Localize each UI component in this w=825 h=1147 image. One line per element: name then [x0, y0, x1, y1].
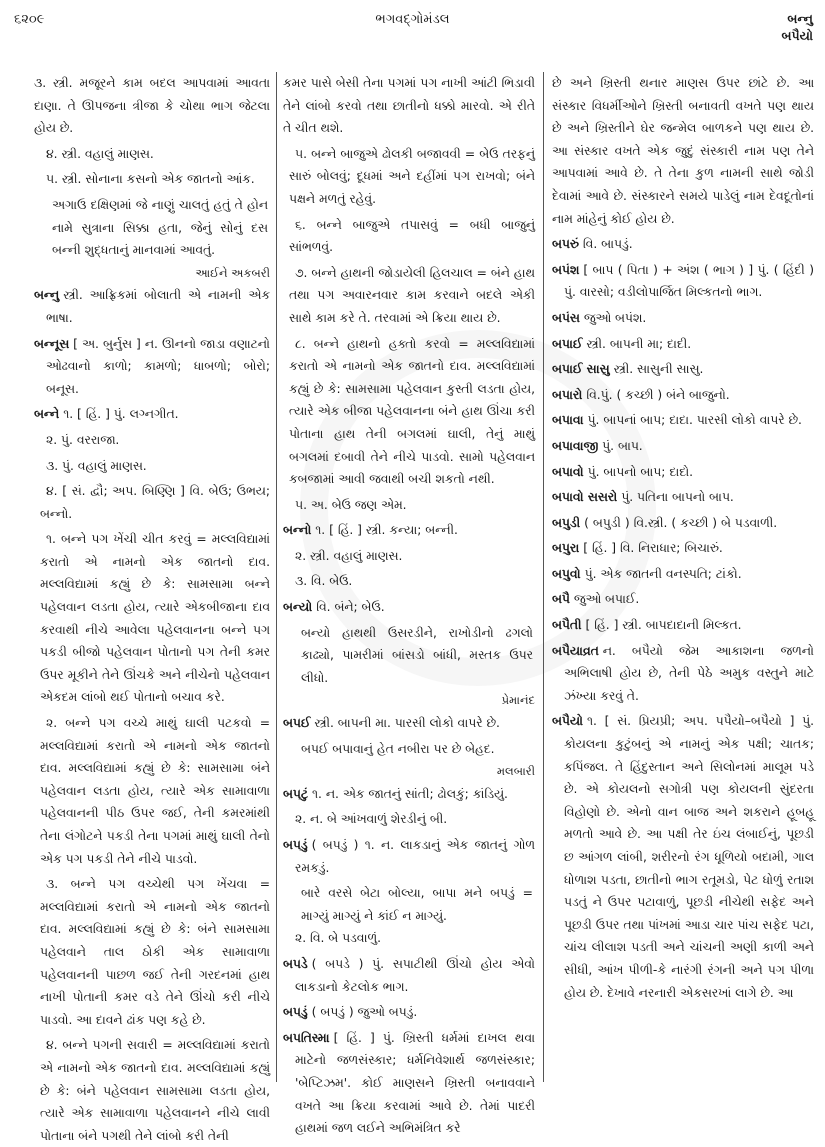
dictionary-entry [34, 284, 270, 329]
dictionary-entry [283, 712, 535, 735]
definition-text: ( બપડે ) પું. સપાટીથી ઊંચો હોય એવો લાકડાનો કેટલોક ભાગ. [295, 956, 535, 994]
headword: બપડું [283, 838, 308, 852]
definition-text: ૫. બન્ને બાજુએ ઢોલકી બજાવવી = બેઉ તરફનું સારું બોલવું; દૂધમાં અને દહીંમાં પગ રાખવો; બંને પક્ષને મળતું રહેવું. [289, 146, 535, 206]
definition-text: ૨. પું. વરરાજા. [46, 432, 120, 447]
dictionary-entry [283, 494, 535, 517]
headword: બપૈયો [552, 714, 584, 729]
definition-text: પું. પતિના બાપનો બાપ. [621, 490, 734, 505]
guide-words [781, 10, 813, 44]
guide-word-last: બપૈયો [781, 28, 813, 43]
headword: બન્ને [34, 407, 60, 422]
definition-text: [ બાપ ( પિતા ) + અંશ ( ભાગ ) ] પું. ( હિંદી ) પું. વારસો; વડીલોપાર્જિત મિલ્કતનો ભાગ. [564, 262, 814, 300]
quotation: બપઈ બપાવાનું હેત નબીરા પર છે બેહદ. [301, 741, 495, 756]
dictionary-entry [34, 455, 270, 478]
headword: બપાવાજી [552, 438, 599, 453]
quotation-source: પ્રેમાનંદ [501, 693, 535, 708]
quotation-source: આઈને અકબરી [195, 265, 270, 280]
dictionary-entry [34, 168, 270, 191]
quotation-source: મલબારી [496, 764, 535, 779]
definition-text: સ્ત્રી. આફ્રિકમાં બોલાતી એ નામની એક ભાષા. [46, 288, 270, 325]
column-1 [34, 72, 270, 1143]
dictionary-entry [283, 1001, 535, 1024]
definition-text: વિ.પું. ( કચ્છી ) બંને બાજુનો. [586, 387, 730, 402]
dictionary-entry [552, 358, 814, 381]
dictionary-entry [34, 528, 270, 709]
dictionary-entry [283, 783, 535, 806]
dictionary-entry [283, 519, 535, 542]
definition-text: ૩. સ્ત્રી. મજૂરને કામ બદલ આપવામાં આવતા દાણા. તે ઊપજના ત્રીજા કે ચોથા ભાગ જેટલા હોય છે. [34, 76, 270, 136]
headword: બપાઈ સાસુ [552, 362, 610, 377]
definition-text: ૨. બન્ને પગ વચ્ચે માથું ઘાલી પટકવો = મલ્લવિદ્યામાં કરાતો એ નામનો એક જાતનો દાવ. મલ્લવિદ્યામાં કહ્યું છે કે: સામસામા બંને પહેલવાન લડતા હોય, ત્યારે એક સામાવાળા પહેલવાનની પીઠ ઉપર જઈ, તેની કમરમાંથી તેના લંગોટને પકડી તેના પગમાં માથું ઘાલી તેનો એક પગ પકડી તેને નીચે પાડવો. [40, 716, 270, 866]
dictionary-entry [34, 333, 270, 401]
column-divider [543, 72, 544, 1082]
headword: બપરું [552, 237, 579, 252]
book-title: ભગવદ્ગોમંડલ [375, 12, 450, 27]
dictionary-entry [552, 384, 814, 407]
dictionary-entry [552, 435, 814, 458]
dictionary-entry [283, 1027, 535, 1140]
definition-text: ૧. [ સં. પ્રિયપ્રી; અપ. પપૈયો–બપૈયો ] પું. કોયલના કુટુંબનું એ નામનું એક પક્ષી; ચાતક; કપિંજલ. તે હિંદુસ્તાન અને સિલોનમાં માલૂમ પડે છે. એ કોયલનો સગોત્રી પણ કોયલની સુંદરતા વિહોણો છે. એનો વાન બાજ અને શકરાને હૂબહૂ મળતો આવે છે. આ પક્ષી તેર ઇંચ લંબાઈનું, પૂછડી છ આંગળ લાંબી, શરીરનો રંગ ધૂળિયો બદામી, ગાલ ધોળાશ પડતા, છાતીનો ભાગ રતૂમડો, પેટ ધોળું રતાશ પડતું ને ઉપર પટાવાળું, પૂછડી નીચેથી સફેદ અને પૂછડી ઉપર તથા પાંખમાં આડા ચાર પાંચ સફેદ પટા, ચાંચ લીલાશ પડતી અને ચાંચની અણી કાળી અને સીધી, આંખ પીળી-કે નારંગી રંગની અને પગ પીળા હોય છે. દેખાવે નરનારી એકસરખાં લાગે છે. આ [564, 714, 814, 1000]
column-2 [283, 72, 535, 1136]
column-3 [552, 72, 814, 1087]
definition-text: છે અને ખ્રિસ્તી થનાર માણસ ઉપર છાંટે છે. આ સંસ્કાર વિધર્મીઓને ખ્રિસ્તી બનાવતી વખતે પણ થાય છે અને ખ્રિસ્તીને ઘેર જન્મેલ બાળકને પણ થાય છે. આ સંસ્કાર વખતે એક જુદું સંસ્કારી નામ પણ તેને આપવામાં આવે છે. તે તેના કુળ નામની સાથે જોડી દેવામાં આવે છે. સંસ્કારને સમયે પાડેલું નામ દેવદૂતોનાં નામ માંહેનું કોઈ હોય છે. [552, 76, 814, 226]
headword: બપડું [283, 1005, 308, 1020]
definition-text: [ હિં. ] સ્ત્રી. બાપદાદાની મિલ્કત. [585, 618, 742, 633]
column-divider [276, 72, 277, 1082]
definition-text: ( બપડું ) ૧. ન. લાકડાનું એક જાતનું ગોળ રમકડું. [295, 838, 535, 875]
definition-text: ૩. પું. વહાલું માણસ. [46, 458, 147, 473]
dictionary-entry [283, 262, 535, 330]
headword: બન્નુ [34, 288, 60, 303]
dictionary-entry [283, 570, 535, 593]
dictionary-entry [552, 640, 814, 708]
definition-text: ૮. બન્ને હાથનો હક્તો કરવો = મલ્લવિદ્યામાં કરાતો એ નામનો એક જાતનો દાવ. મલ્લવિદ્યામાં કહ્યું છે કે: સામસામા પહેલવાન કુસ્તી લડતા હોય, ત્યારે એક બીજા પહેલવાનના બંને હાથ ઊંચા કરી પોતાના હાથ તેની બગલમાં ઘાલી, તેનું માથું બગલમાં દબાવી તેને નીચે પાડવો. સામો પહેલવાન કબજામાં આવી જવાથી બચી શકતો નથી. [289, 336, 535, 487]
definition-text: ૭. બન્ને હાથની જોડાયેલી હિલચાલ = બંને હાથ તથા પગ અવારનવાર કામ કરવાને બદલે એકી સાથે કામ કરે તે. તરવામાં એ ક્રિયા થાય છે. [289, 265, 535, 325]
dictionary-entry [552, 710, 814, 1004]
dictionary-entry [552, 614, 814, 637]
definition-text: સ્ત્રી. સાસુની સાસુ. [613, 362, 704, 377]
page-number: ૬૨૦૯ [14, 12, 45, 27]
headword: બપૈ [552, 592, 570, 607]
definition-text: ૩. વિ. બેઉ. [295, 574, 353, 589]
definition-text: ૧. [ હિં. ] સ્ત્રી. કન્યા; બન્ની. [315, 523, 458, 538]
dictionary-entry [552, 588, 814, 611]
dictionary-entry [552, 486, 814, 509]
definition-text: ૧. ન. એક જાતનું સાંતી; ઢોલકું; કાંડિયું. [312, 786, 508, 801]
definition-text: ૨. ન. બે આંખવાળું શેરડીનું બી. [295, 812, 448, 827]
headword: બપતિસ્મા [283, 1030, 330, 1045]
definition-text: ૫. અ. બેઉ જણ એમ. [295, 497, 407, 512]
dictionary-entry [34, 429, 270, 452]
definition-text: પું. એક જાતની વનસ્પતિ; ટાંકો. [584, 566, 742, 581]
dictionary-entry [34, 143, 270, 166]
definition-text: [ અ. બુર્નુસ ] ન. ઊનનો જાડા વણાટનો ઓઢવાનો કાળો; કામળો; ધાબળો; બોરો; બનૂસ. [46, 336, 270, 396]
dictionary-entry [552, 233, 814, 256]
definition-text: પું. બાપનો બાપ; દાદો. [587, 464, 694, 479]
headword: બપટું [283, 786, 309, 801]
headword: બપાવો સસરો [552, 490, 618, 505]
dictionary-entry [552, 409, 814, 432]
definition-text: સ્ત્રી. બાપની મા. પારસી લોકો વાપરે છે. [314, 716, 500, 731]
headword: બપાવો [552, 464, 584, 479]
dictionary-entry [34, 873, 270, 1031]
definition-text: ૩. બન્ને પગ વચ્ચેથી પગ ખેંચવા = મલ્લવિદ્યામાં કરાતો એ નામનો એક જાતનો દાવ. મલ્લવિદ્યામાં કહ્યું છે કે: બંને સામસામા પહેલવાને તાલ ઠોકી એક સામાવાળા પહેલવાનની પાછળ જઈ તેની ગરદનમાં હાથ નાખી પોતાની કમર વડે તેને ઊંચો કરી નીચે પાડવો. આ દાવને ઢાંક પણ કહે છે. [40, 877, 270, 1027]
definition-text: પું. બાપનાં બાપ; દાદા. પારસી લોકો વાપરે છે. [587, 413, 802, 428]
dictionary-entry [283, 333, 535, 491]
headword: બપઈ [283, 716, 311, 731]
dictionary-entry [283, 72, 535, 140]
dictionary-entry [283, 545, 535, 568]
definition-text: ૬. બન્ને બાજુએ તપાસવું = બધી બાજુનું સાંભળવું. [289, 217, 535, 255]
dictionary-entry [283, 953, 535, 998]
quotation: અગાઉ દક્ષિણમાં જે નાણું ચાલતું હતું તે હોન નામે સુત્રાના સિક્કા હતા, જેનું સોનું દસ બન્ની શુદ્ધતાનું માનવામાં આવતું. [52, 197, 268, 258]
headword: બપુવો [552, 566, 581, 581]
dictionary-entry [283, 596, 535, 619]
dictionary-entry [552, 333, 814, 356]
dictionary-entry [552, 72, 814, 230]
dictionary-entry [34, 72, 270, 140]
headword: બન્નો [283, 523, 312, 538]
dictionary-entry [34, 1034, 270, 1147]
definition-text: ૧. બન્ને પગ ખેંચી ચીત કરવું = મલ્લવિદ્યામાં કરાતો એ નામનો એક જાતનો દાવ. મલ્લવિદ્યામાં કહ્યું છે કે: સામસામા બન્ને પહેલવાન લડતા હોય, ત્યારે એકબીજાના દાવ કરવાથી નીચે આવેલા પહેલવાનના બન્ને પગ પકડી બીજો પહેલવાન પોતાનો પગ તેની કમર ઉપર મૂકીને તેને ઊંચકે અને નીચેનો પહેલવાન એકદમ લાંબો થઈ પોતાનો બચાવ કરે. [40, 532, 270, 705]
definition-text: ૫. સ્ત્રી. સોનાના કસનો એક જાતનો આંક. [46, 172, 255, 187]
dictionary-entry [283, 143, 535, 211]
headword: બપાઈ [552, 336, 583, 351]
headword: બપૈયાવ્રત [552, 643, 599, 658]
dictionary-entry [34, 403, 270, 426]
definition-text: ૪. બન્ને પગની સવારી = મલ્લવિદ્યામાં કરાતો એ નામનો એક જાતનો દાવ. મલ્લવિદ્યામાં કહ્યું છે કે: બંને પહેલવાન સામસામા લડતા હોય, ત્યારે એક સામાવાળા પહેલવાનને નીચે લાવી પોતાના બંને પગથી તેને લાંબો કરી તેની [40, 1038, 270, 1143]
dictionary-entry [283, 834, 535, 879]
definition-text: પું. બાપ. [602, 438, 643, 453]
guide-word-first: બન્નુ [787, 11, 813, 26]
dictionary-entry [552, 563, 814, 586]
definition-text: [ હિં. ] વિ. નિરાધાર; બિચારું. [583, 541, 723, 556]
definition-text: ૨. વિ. બે પડવાળું. [295, 931, 381, 946]
page-header [0, 8, 825, 48]
dictionary-entry [34, 480, 270, 525]
dictionary-entry [552, 512, 814, 535]
headword: બપાવા [552, 413, 584, 428]
definition-text: સ્ત્રી. બાપની મા; દાદી. [586, 336, 692, 351]
dictionary-entry [283, 927, 535, 950]
definition-text: કમર પાસે બેસી તેના પગમાં પગ નાખી આંટી ભિડાવી તેને લાંબો કરવો તથા છાતીનો ધક્કો મારવો. એ રીતે તે ચીત થશે. [283, 76, 535, 136]
definition-text: જુઓ બપંશ. [583, 310, 647, 325]
headword: બન્નૂસ [34, 336, 70, 351]
headword: બપુડી [552, 515, 581, 530]
definition-text: ન. બપૈયો જેમ આકાશના જળનો અભિલાષી હોય છે, તેની પેઠે અમુક વસ્તુને માટે ઝંખ્યા કરવું તે. [564, 643, 814, 703]
definition-text: ૧. [ હિં. ] પું. લગ્નગીત. [63, 407, 179, 422]
dictionary-entry [552, 461, 814, 484]
headword: બન્યો [283, 600, 313, 615]
definition-text: વિ. બંને; બેઉ. [316, 600, 385, 615]
headword: બપંશ [552, 262, 580, 277]
dictionary-entry [552, 259, 814, 304]
definition-text: ૨. સ્ત્રી. વહાલું માણસ. [295, 548, 403, 563]
dictionary-entry [283, 808, 535, 831]
dictionary-entry [283, 214, 535, 259]
definition-text: ૪. [ સં. દ્વૌ; અપ. બિણ્ણિ ] વિ. બેઉ; ઉભય; બન્નો. [40, 484, 270, 521]
dictionary-entry [552, 307, 814, 330]
headword: બપંસ [552, 310, 580, 325]
definition-text: જુઓ બપાઈ. [573, 592, 640, 607]
headword: બપૈતી [552, 618, 582, 633]
definition-text: વિ. બાપડું. [582, 237, 633, 252]
quotation: બન્યો હાથથી ઉસરડીને, રાખોડીનો ઢગલો કાઢ્યો, પામરીમાં બાંસડો બાંધી, મસ્તક ઉપર લીધો. [301, 625, 533, 685]
definition-text: ૪. સ્ત્રી. વહાલું માણસ. [46, 146, 154, 161]
dictionary-entry [34, 712, 270, 870]
quotation: બારે વરસે બેટા બોલ્યા, બાપા મને બપડું = માગ્યું માગ્યું ને કાંઈ ન માગ્યું. [301, 886, 533, 923]
dictionary-entry [552, 537, 814, 560]
definition-text: ( બપડું ) જુઓ બપડું. [311, 1005, 418, 1020]
headword: બપડે [283, 956, 308, 971]
headword: બપુરા [552, 541, 580, 556]
definition-text: [ હિં. ] પું. ખ્રિસ્તી ધર્મમાં દાખલ થવા માટેનો જળસંસ્કાર; ધર્મનિવેશાર્થ જળસંસ્કાર; 'બેપ્ટિઝમ'. કોઈ માણસને ખ્રિસ્તી બનાવવાને વખતે આ ક્રિયા કરવામાં આવે છે. તેમાં પાદરી હાથમાં જળ લઈને અભિમંત્રિત કરે [295, 1030, 535, 1136]
definition-text: ( બપુડી ) વિ.સ્ત્રી. ( કચ્છી ) બે પડવાળી. [584, 515, 778, 530]
headword: બપારો [552, 387, 583, 402]
